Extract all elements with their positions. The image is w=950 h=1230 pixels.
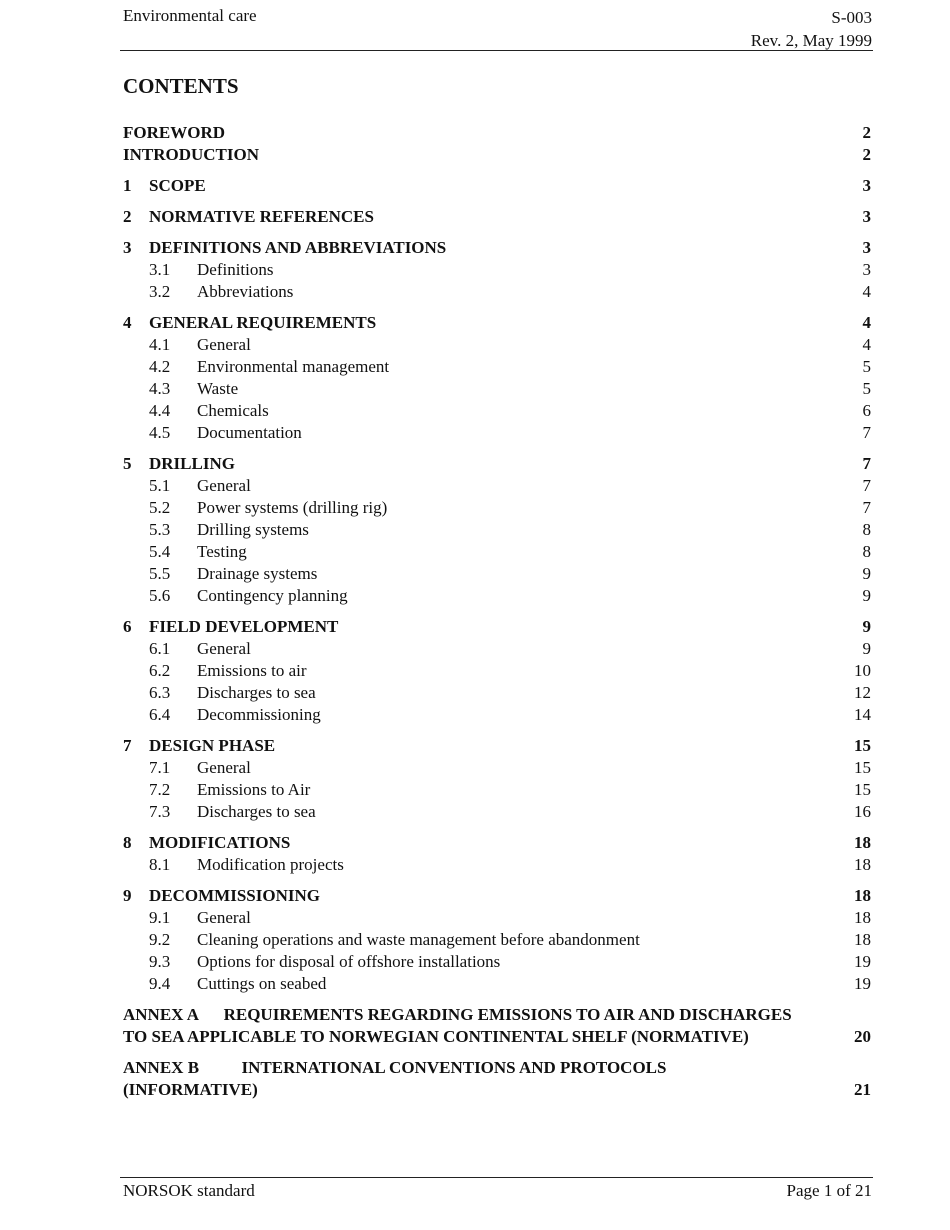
toc-entry-title: INTRODUCTION — [123, 145, 260, 164]
toc-subsection-page: 9 — [862, 639, 871, 658]
toc-subsection-page: 15 — [854, 780, 871, 799]
toc-annex-title-line1: ANNEX B INTERNATIONAL CONVENTIONS AND PROTOCOLS — [123, 1058, 667, 1077]
toc-subsection-entry — [123, 660, 871, 682]
toc-subsection-entry — [123, 259, 871, 281]
toc-subsection-page: 7 — [862, 423, 871, 442]
toc-subsection-entry — [123, 907, 871, 929]
toc-subsection-title: Contingency planning — [197, 586, 348, 605]
toc-subsection-page: 19 — [854, 952, 871, 971]
toc-subsection-number: 5.3 — [149, 520, 171, 539]
toc-subsection-number: 5.4 — [149, 542, 171, 561]
toc-subsection-page: 18 — [854, 908, 871, 927]
toc-subsection-title: Cleaning operations and waste management before abandonment — [197, 930, 640, 949]
toc-subsection-page: 4 — [862, 282, 871, 301]
toc-subsection-page: 6 — [862, 401, 871, 420]
toc-subsection-entry — [123, 929, 871, 951]
toc-subsection-number: 7.2 — [149, 780, 171, 799]
toc-section-number: 8 — [123, 833, 132, 852]
toc-subsection-title: Emissions to air — [197, 661, 307, 680]
toc-section-page: 18 — [854, 886, 871, 905]
toc-section-page: 3 — [862, 238, 871, 257]
toc-subsection-number: 9.4 — [149, 974, 171, 993]
toc-section-entry — [123, 735, 871, 757]
toc-subsection-number: 4.3 — [149, 379, 171, 398]
toc-section-number: 5 — [123, 454, 132, 473]
toc-subsection-number: 7.3 — [149, 802, 171, 821]
contents-heading: CONTENTS — [123, 74, 239, 98]
toc-subsection-number: 9.1 — [149, 908, 171, 927]
toc-annex-entry — [123, 1004, 871, 1048]
toc-subsection-page: 7 — [862, 476, 871, 495]
toc-subsection-number: 9.2 — [149, 930, 171, 949]
toc-annex-title-line2: TO SEA APPLICABLE TO NORWEGIAN CONTINENTAL SHELF (NORMATIVE) — [123, 1027, 749, 1046]
toc-subsection-number: 6.4 — [149, 705, 171, 724]
toc-subsection-entry — [123, 757, 871, 779]
toc-section-number: 3 — [123, 238, 132, 257]
toc-subsection-entry — [123, 334, 871, 356]
toc-subsection-title: Waste — [197, 379, 239, 398]
toc-section-number: 1 — [123, 176, 132, 195]
toc-subsection-title: Cuttings on seabed — [197, 974, 327, 993]
header-code: S-003 — [831, 8, 872, 27]
toc-section-title: DECOMMISSIONING — [149, 886, 320, 905]
toc-subsection-page: 12 — [854, 683, 871, 702]
toc-subsection-title: Options for disposal of offshore installations — [197, 952, 501, 971]
toc-subsection-title: Documentation — [197, 423, 302, 442]
toc-subsection-title: Testing — [197, 542, 247, 561]
toc-subsection-number: 4.2 — [149, 357, 171, 376]
toc-subsection-entry — [123, 704, 871, 726]
toc-subsection-page: 5 — [862, 379, 871, 398]
toc-section-title: NORMATIVE REFERENCES — [149, 207, 374, 226]
toc-subsection-entry — [123, 400, 871, 422]
toc-subsection-page: 9 — [862, 586, 871, 605]
toc-entry-page: 2 — [862, 123, 871, 142]
toc-subsection-title: Decommissioning — [197, 705, 321, 724]
toc-subsection-number: 7.1 — [149, 758, 171, 777]
toc-subsection-number: 6.1 — [149, 639, 171, 658]
toc-subsection-title: Drainage systems — [197, 564, 318, 583]
toc-annex-continuation — [123, 1079, 871, 1101]
toc-annex-continuation — [123, 1026, 871, 1048]
footer-rule — [120, 1177, 873, 1178]
toc-section-entry — [123, 885, 871, 907]
toc-section-title: DEFINITIONS AND ABBREVIATIONS — [149, 238, 447, 257]
footer-page-number: Page 1 of 21 — [786, 1181, 872, 1200]
toc-section-number: 9 — [123, 886, 132, 905]
toc-section-page: 7 — [862, 454, 871, 473]
footer-standard-name: NORSOK standard — [123, 1181, 255, 1200]
toc-subsection-page: 10 — [854, 661, 871, 680]
toc-subsection-number: 5.6 — [149, 586, 171, 605]
toc-subsection-title: General — [197, 908, 251, 927]
toc-subsection-title: Chemicals — [197, 401, 269, 420]
toc-subsection-number: 4.1 — [149, 335, 171, 354]
toc-section-page: 3 — [862, 176, 871, 195]
toc-subsection-title: Drilling systems — [197, 520, 309, 539]
toc-subsection-entry — [123, 497, 871, 519]
toc-entry-title: FOREWORD — [123, 123, 225, 142]
toc-section-page: 9 — [862, 617, 871, 636]
toc-subsection-entry — [123, 779, 871, 801]
toc-subsection-entry — [123, 682, 871, 704]
toc-subsection-title: Environmental management — [197, 357, 390, 376]
toc-section-title: MODIFICATIONS — [149, 833, 291, 852]
toc-section-entry — [123, 616, 871, 638]
toc-subsection-title: Discharges to sea — [197, 683, 316, 702]
toc-subsection-entry — [123, 541, 871, 563]
toc-subsection-number: 3.2 — [149, 282, 171, 301]
toc-subsection-page: 14 — [854, 705, 871, 724]
table-of-contents — [123, 0, 871, 1230]
toc-subsection-title: Emissions to Air — [197, 780, 311, 799]
toc-subsection-title: General — [197, 335, 251, 354]
toc-annex-page: 20 — [854, 1027, 871, 1046]
toc-section-number: 7 — [123, 736, 132, 755]
toc-subsection-entry — [123, 951, 871, 973]
toc-subsection-entry — [123, 281, 871, 303]
toc-subsection-entry — [123, 585, 871, 607]
toc-section-title: GENERAL REQUIREMENTS — [149, 313, 377, 332]
toc-subsection-title: Power systems (drilling rig) — [197, 498, 388, 517]
toc-subsection-number: 5.2 — [149, 498, 171, 517]
toc-subsection-page: 7 — [862, 498, 871, 517]
toc-annex-page: 21 — [854, 1080, 871, 1099]
toc-subsection-number: 5.5 — [149, 564, 171, 583]
toc-subsection-title: General — [197, 476, 251, 495]
toc-subsection-number: 9.3 — [149, 952, 171, 971]
toc-subsection-entry — [123, 422, 871, 444]
toc-subsection-entry — [123, 475, 871, 497]
toc-annex-title-line2: (INFORMATIVE) — [123, 1080, 258, 1099]
toc-section-number: 2 — [123, 207, 132, 226]
toc-subsection-title: General — [197, 758, 251, 777]
toc-subsection-number: 3.1 — [149, 260, 171, 279]
toc-section-number: 4 — [123, 313, 132, 332]
toc-subsection-entry — [123, 801, 871, 823]
toc-section-entry — [123, 175, 871, 197]
toc-section-page: 15 — [854, 736, 871, 755]
toc-subsection-number: 4.4 — [149, 401, 171, 420]
toc-section-page: 3 — [862, 207, 871, 226]
toc-subsection-page: 15 — [854, 758, 871, 777]
toc-subsection-page: 18 — [854, 855, 871, 874]
toc-annex-entry — [123, 1057, 871, 1101]
toc-subsection-entry — [123, 356, 871, 378]
toc-subsection-title: Definitions — [197, 260, 274, 279]
toc-section-entry — [123, 312, 871, 334]
toc-subsection-title: General — [197, 639, 251, 658]
toc-subsection-number: 6.3 — [149, 683, 171, 702]
toc-section-title: SCOPE — [149, 176, 206, 195]
toc-section-entry — [123, 832, 871, 854]
toc-section-title: FIELD DEVELOPMENT — [149, 617, 339, 636]
toc-section-entry — [123, 453, 871, 475]
toc-subsection-number: 4.5 — [149, 423, 171, 442]
header-document-title: Environmental care — [123, 6, 257, 25]
toc-front-entry — [123, 122, 871, 144]
toc-subsection-page: 3 — [862, 260, 871, 279]
toc-section-title: DRILLING — [149, 454, 235, 473]
toc-entry-page: 2 — [862, 145, 871, 164]
header-revision: Rev. 2, May 1999 — [750, 31, 872, 50]
toc-subsection-entry — [123, 973, 871, 995]
toc-annex-heading — [123, 1057, 871, 1079]
toc-section-title: DESIGN PHASE — [149, 736, 276, 755]
toc-section-entry — [123, 206, 871, 228]
toc-subsection-page: 5 — [862, 357, 871, 376]
toc-subsection-title: Modification projects — [197, 855, 344, 874]
toc-subsection-page: 19 — [854, 974, 871, 993]
toc-subsection-number: 6.2 — [149, 661, 171, 680]
toc-subsection-entry — [123, 638, 871, 660]
toc-annex-title-line1: ANNEX A REQUIREMENTS REGARDING EMISSIONS TO AIR AND DISCHARGES — [123, 1005, 792, 1024]
toc-subsection-title: Abbreviations — [197, 282, 294, 301]
toc-section-page: 18 — [854, 833, 871, 852]
toc-subsection-page: 16 — [854, 802, 871, 821]
toc-annex-heading — [123, 1004, 871, 1026]
toc-subsection-page: 8 — [862, 542, 871, 561]
toc-subsection-number: 5.1 — [149, 476, 171, 495]
toc-subsection-number: 8.1 — [149, 855, 171, 874]
toc-subsection-entry — [123, 854, 871, 876]
toc-subsection-entry — [123, 378, 871, 400]
toc-subsection-entry — [123, 563, 871, 585]
toc-subsection-title: Discharges to sea — [197, 802, 316, 821]
toc-section-page: 4 — [862, 313, 871, 332]
toc-subsection-entry — [123, 519, 871, 541]
toc-subsection-page: 8 — [862, 520, 871, 539]
toc-section-entry — [123, 237, 871, 259]
toc-section-number: 6 — [123, 617, 132, 636]
toc-subsection-page: 9 — [862, 564, 871, 583]
toc-subsection-page: 18 — [854, 930, 871, 949]
toc-subsection-page: 4 — [862, 335, 871, 354]
toc-front-entry — [123, 144, 871, 166]
